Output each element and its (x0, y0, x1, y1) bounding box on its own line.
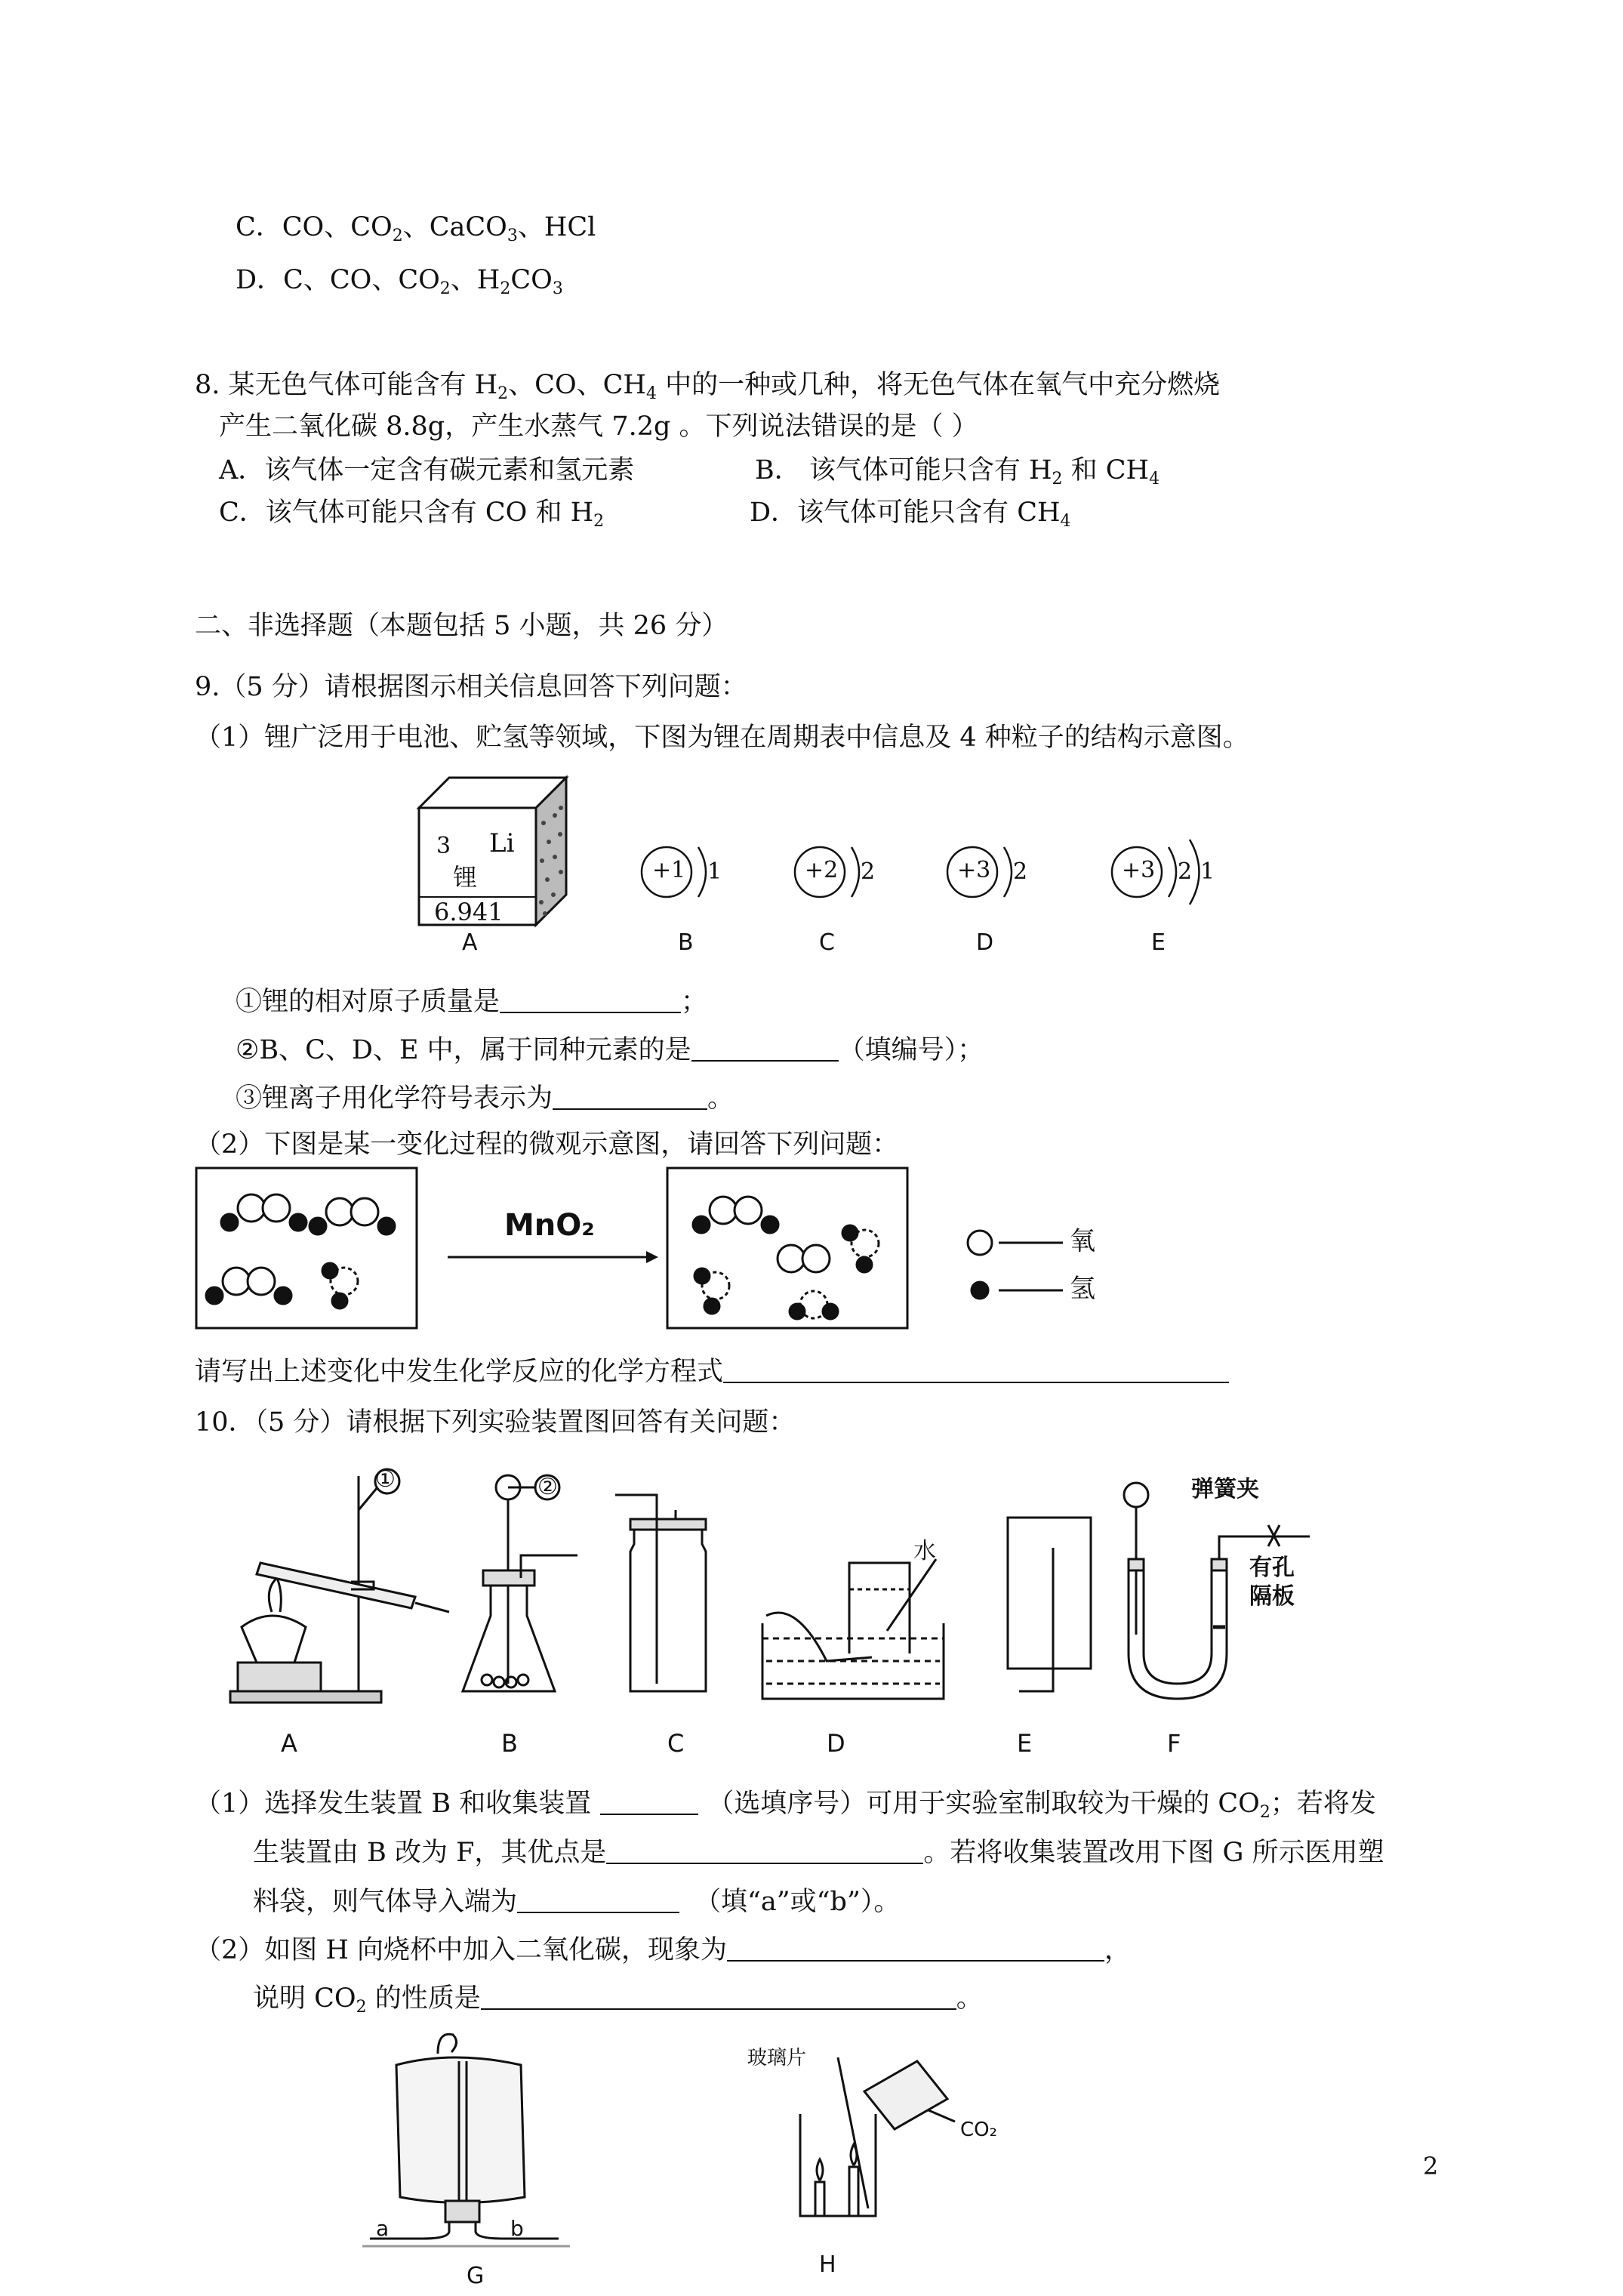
advantage-blank[interactable] (606, 1840, 923, 1864)
water-label: 水 (913, 1538, 936, 1564)
equation-blank[interactable] (723, 1359, 1229, 1383)
page-number: 2 (1423, 2152, 1439, 2180)
apparatus-label-a: A (281, 1729, 297, 1758)
callout-2: ② (537, 1474, 558, 1500)
q9-equation-prompt: 请写出上述变化中发生化学反应的化学方程式 (195, 1359, 1229, 1385)
apparatus-label-d: D (827, 1729, 845, 1758)
particle-e-shell2: 1 (1200, 858, 1215, 885)
q7-option-d: D．C、CO、$CO_2$、$H_2CO_3$ (236, 265, 563, 298)
reaction-diagram (195, 1166, 1138, 1333)
q9-sub2: ②B、C、D、E 中，属于同种元素的是 （填编号）； (236, 1035, 984, 1065)
glass-plate-label: 玻璃片 (747, 2047, 807, 2069)
particle-c-shell1: 2 (861, 858, 876, 885)
q9-sub2-blank[interactable] (691, 1037, 839, 1062)
co2-label: CO₂ (960, 2119, 998, 2141)
label-c: C (819, 929, 835, 956)
element-symbol: Li (489, 828, 515, 858)
particle-d-shell1: 2 (1013, 858, 1028, 885)
q10-part1-line2: 生装置由 B 改为 F，其优点是 。若将收集装置改用下图 G 所示医用塑 (253, 1838, 1384, 1868)
apparatus-label-f: F (1167, 1729, 1181, 1758)
legend-oxygen: 氧 (1070, 1226, 1095, 1256)
q8-option-a: A．该气体一定含有碳元素和氢元素 (219, 455, 635, 485)
porous-plate-label-1: 有孔 (1249, 1555, 1295, 1581)
figure-g-bag (362, 2023, 581, 2257)
legend-hydrogen: 氢 (1070, 1274, 1095, 1304)
particle-d-nucleus: +3 (957, 857, 991, 883)
particle-e-nucleus: +3 (1122, 857, 1156, 883)
section-heading: 二、非选择题（本题包括 5 小题，共 26 分） (195, 611, 728, 641)
q9-part1: （1）锂广泛用于电池、贮氢等领域，下图为锂在周期表中信息及 4 种粒子的结构示意图。 (195, 723, 1249, 753)
element-mass: 6.941 (434, 898, 504, 926)
callout-1: ① (375, 1466, 396, 1493)
q9-sub3: ③锂离子用化学符号表示为 。 (236, 1083, 735, 1114)
element-name: 锂 (453, 863, 478, 892)
apparatus-figure (223, 1465, 1332, 1721)
collector-blank[interactable] (600, 1791, 698, 1815)
q10-part2-line1: （2）如图 H 向烧杯中加入二氧化碳，现象为 ， (195, 1935, 1132, 1965)
catalyst-label: MnO₂ (504, 1208, 595, 1243)
q8-option-d: D．该气体可能只含有 $CH_4$ (750, 498, 1071, 531)
q10-part2-line2: 说明 $CO_2$ 的性质是 。 (253, 1983, 983, 2017)
label-e: E (1151, 929, 1166, 956)
figure-h-label: H (819, 2251, 836, 2278)
q10-part1-line3: 料袋，则气体导入端为 （填“a”或“b”）。 (253, 1887, 901, 1917)
bag-inlet-b: b (510, 2216, 524, 2241)
q7-option-c: C．CO、$CO_2$、CaCO$_3$、HCl (236, 212, 596, 245)
bag-inlet-a: a (376, 2216, 390, 2241)
apparatus-label-c: C (667, 1729, 685, 1758)
q9-sub3-blank[interactable] (553, 1086, 707, 1110)
particle-b-nucleus: +1 (652, 857, 686, 883)
q8-option-c: C．该气体可能只含有 CO 和 $H_2$ (219, 498, 605, 531)
apparatus-label-b: B (501, 1729, 518, 1758)
particle-c-nucleus: +2 (805, 857, 839, 883)
q9-stem: 9.（5 分）请根据图示相关信息回答下列问题： (195, 672, 747, 702)
label-a: A (462, 929, 478, 956)
q9-sub1: ①锂的相对原子质量是 ； (236, 987, 708, 1017)
particle-e-shell1: 2 (1178, 858, 1193, 885)
property-blank[interactable] (481, 1986, 956, 2010)
q9-sub1-blank[interactable] (500, 989, 681, 1013)
phenomenon-blank[interactable] (727, 1937, 1104, 1962)
element-number: 3 (436, 833, 451, 859)
spring-clip-label: 弹簧夹 (1191, 1476, 1259, 1502)
label-d: D (976, 929, 994, 956)
q10-part1-line1: （1）选择发生装置 B 和收集装置 （选填序号）可用于实验室制取较为干燥的 $CO_2$；若将发 (195, 1789, 1376, 1822)
label-b: B (678, 929, 694, 956)
particle-b-shell1: 1 (707, 858, 722, 885)
q9-part2: （2）下图是某一变化过程的微观示意图，请回答下列问题： (195, 1130, 899, 1160)
apparatus-label-e: E (1017, 1729, 1033, 1758)
porous-plate-label-2: 隔板 (1249, 1583, 1295, 1610)
q8-option-b: B． 该气体可能只含有 $H_2$ 和 $CH_4$ (755, 455, 1160, 488)
q10-stem: 10．（5 分）请根据下列实验装置图回答有关问题： (195, 1407, 796, 1438)
figure-g-label: G (467, 2263, 485, 2289)
q8-stem-line1: 8. 某无色气体可能含有 $H_2$、CO、$CH_4$ 中的一种或几种，将无色气体在氧气中充分燃烧 (195, 370, 1221, 403)
inlet-blank[interactable] (517, 1889, 679, 1913)
q8-stem-line2: 产生二氧化碳 8.8g，产生水蒸气 7.2g 。下列说法错误的是（ ） (219, 411, 978, 442)
